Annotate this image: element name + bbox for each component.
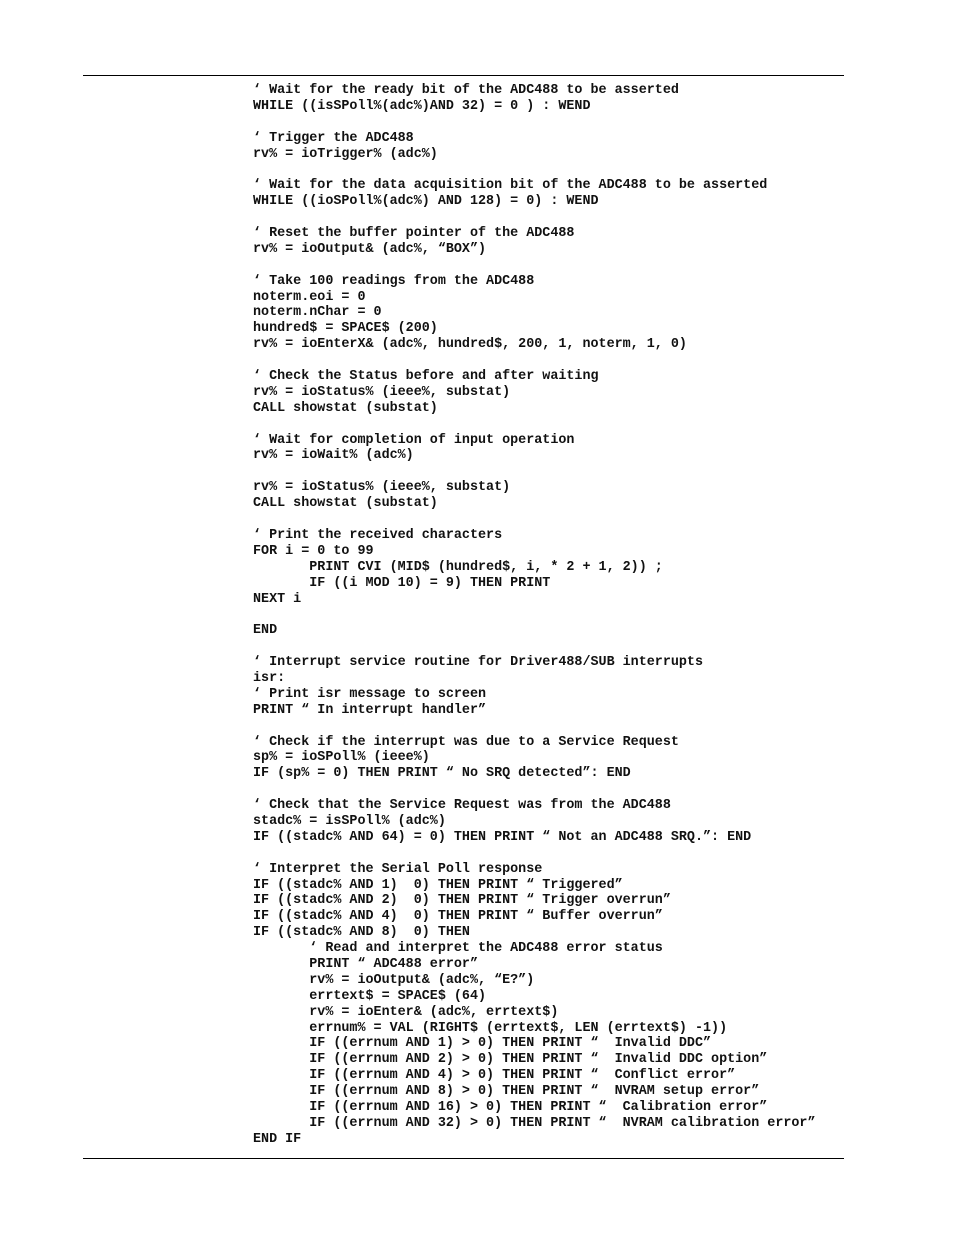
code-line: ‘ Print the received characters (253, 527, 503, 543)
code-line: sp% = ioSPoll% (ieee%) (253, 750, 430, 766)
code-line: ‘ Take 100 readings from the ADC488 (253, 273, 535, 289)
code-line: END (253, 623, 278, 639)
code-line: isr: (253, 670, 286, 686)
code-line: rv% = ioEnterX& (adc%, hundred$, 200, 1, noterm, 1, 0) (253, 337, 687, 353)
code-line: IF ((i MOD 10) = 9) THEN PRINT (253, 575, 551, 591)
code-line: ‘ Wait for completion of input operation (253, 432, 575, 448)
blank-line (253, 417, 816, 433)
code-line: IF ((errnum AND 32) > 0) THEN PRINT “ NVRAM calibration error” (253, 1115, 816, 1131)
code-line: ‘ Trigger the ADC488 (253, 130, 414, 146)
code-line: WHILE ((ioSPoll%(adc%) AND 128) = 0) : WEND (253, 194, 599, 210)
code-line: errnum% = VAL (RIGHT$ (errtext$, LEN (errtext$) -1)) (253, 1020, 728, 1036)
code-line: ‘ Read and interpret the ADC488 error status (253, 941, 663, 957)
footer-rule (83, 1158, 844, 1159)
code-line: ‘ Check if the interrupt was due to a Service Request (253, 734, 679, 750)
code-line: IF ((stadc% AND 1) 0) THEN PRINT “ Triggered” (253, 877, 623, 893)
code-line: PRINT CVI (MID$ (hundred$, i, * 2 + 1, 2)) ; (253, 559, 663, 575)
code-line: CALL showstat (substat) (253, 400, 438, 416)
code-line: ‘ Interpret the Serial Poll response (253, 861, 543, 877)
code-line: IF ((errnum AND 4) > 0) THEN PRINT “ Conflict error” (253, 1068, 736, 1084)
blank-line (253, 512, 816, 528)
code-line: CALL showstat (substat) (253, 496, 438, 512)
blank-line (253, 210, 816, 226)
code-line: IF ((errnum AND 2) > 0) THEN PRINT “ Invalid DDC option” (253, 1052, 768, 1068)
code-line: ‘ Interrupt service routine for Driver488/SUB interrupts (253, 655, 703, 671)
blank-line (253, 353, 816, 369)
code-line: ‘ Check the Status before and after waiting (253, 369, 599, 385)
code-line: ‘ Print isr message to screen (253, 686, 487, 702)
header-rule (83, 75, 844, 76)
code-line: IF ((stadc% AND 8) 0) THEN (253, 925, 470, 941)
code-line: rv% = ioWait% (adc%) (253, 448, 414, 464)
code-line: rv% = ioOutput& (adc%, “BOX”) (253, 241, 487, 257)
code-line: noterm.eoi = 0 (253, 289, 366, 305)
code-line: errtext$ = SPACE$ (64) (253, 988, 487, 1004)
blank-line (253, 639, 816, 655)
code-listing (253, 83, 816, 1148)
code-line: END IF (253, 1131, 302, 1147)
blank-line (253, 846, 816, 862)
code-line: FOR i = 0 to 99 (253, 543, 374, 559)
code-line: ‘ Check that the Service Request was from the ADC488 (253, 798, 671, 814)
code-line: stadc% = isSPoll% (adc%) (253, 813, 446, 829)
blank-line (253, 258, 816, 274)
code-line: rv% = ioEnter& (adc%, errtext$) (253, 1004, 559, 1020)
code-line: IF ((stadc% AND 64) = 0) THEN PRINT “ Not an ADC488 SRQ.”: END (253, 829, 752, 845)
blank-line (253, 719, 816, 735)
code-line: noterm.nChar = 0 (253, 305, 382, 321)
blank-line (253, 782, 816, 798)
code-line: ‘ Wait for the data acquisition bit of the ADC488 to be asserted (253, 178, 768, 194)
code-line: IF ((errnum AND 1) > 0) THEN PRINT “ Invalid DDC” (253, 1036, 712, 1052)
blank-line (253, 162, 816, 178)
code-line: ‘ Reset the buffer pointer of the ADC488 (253, 226, 575, 242)
code-line: PRINT “ In interrupt handler” (253, 702, 487, 718)
code-line: WHILE ((isSPoll%(adc%)AND 32) = 0 ) : WEND (253, 98, 591, 114)
code-line: IF ((errnum AND 16) > 0) THEN PRINT “ Calibration error” (253, 1100, 768, 1115)
code-line: rv% = ioStatus% (ieee%, substat) (253, 384, 511, 400)
code-line: PRINT “ ADC488 error” (253, 956, 478, 972)
code-line: IF ((stadc% AND 4) 0) THEN PRINT “ Buffer overrun” (253, 909, 663, 925)
code-line: IF (sp% = 0) THEN PRINT “ No SRQ detected”: END (253, 766, 631, 782)
code-line: rv% = ioOutput& (adc%, “E?”) (253, 972, 535, 988)
code-line: hundred$ = SPACE$ (200) (253, 321, 438, 337)
code-line: IF ((stadc% AND 2) 0) THEN PRINT “ Trigger overrun” (253, 893, 671, 909)
blank-line (253, 464, 816, 480)
blank-line (253, 115, 816, 131)
code-line: rv% = ioTrigger% (adc%) (253, 146, 438, 162)
blank-line (253, 607, 816, 623)
code-line: NEXT i (253, 591, 302, 607)
code-line: IF ((errnum AND 8) > 0) THEN PRINT “ NVRAM setup error” (253, 1084, 760, 1100)
code-line: ‘ Wait for the ready bit of the ADC488 to be asserted (253, 83, 679, 98)
code-line: rv% = ioStatus% (ieee%, substat) (253, 480, 511, 496)
